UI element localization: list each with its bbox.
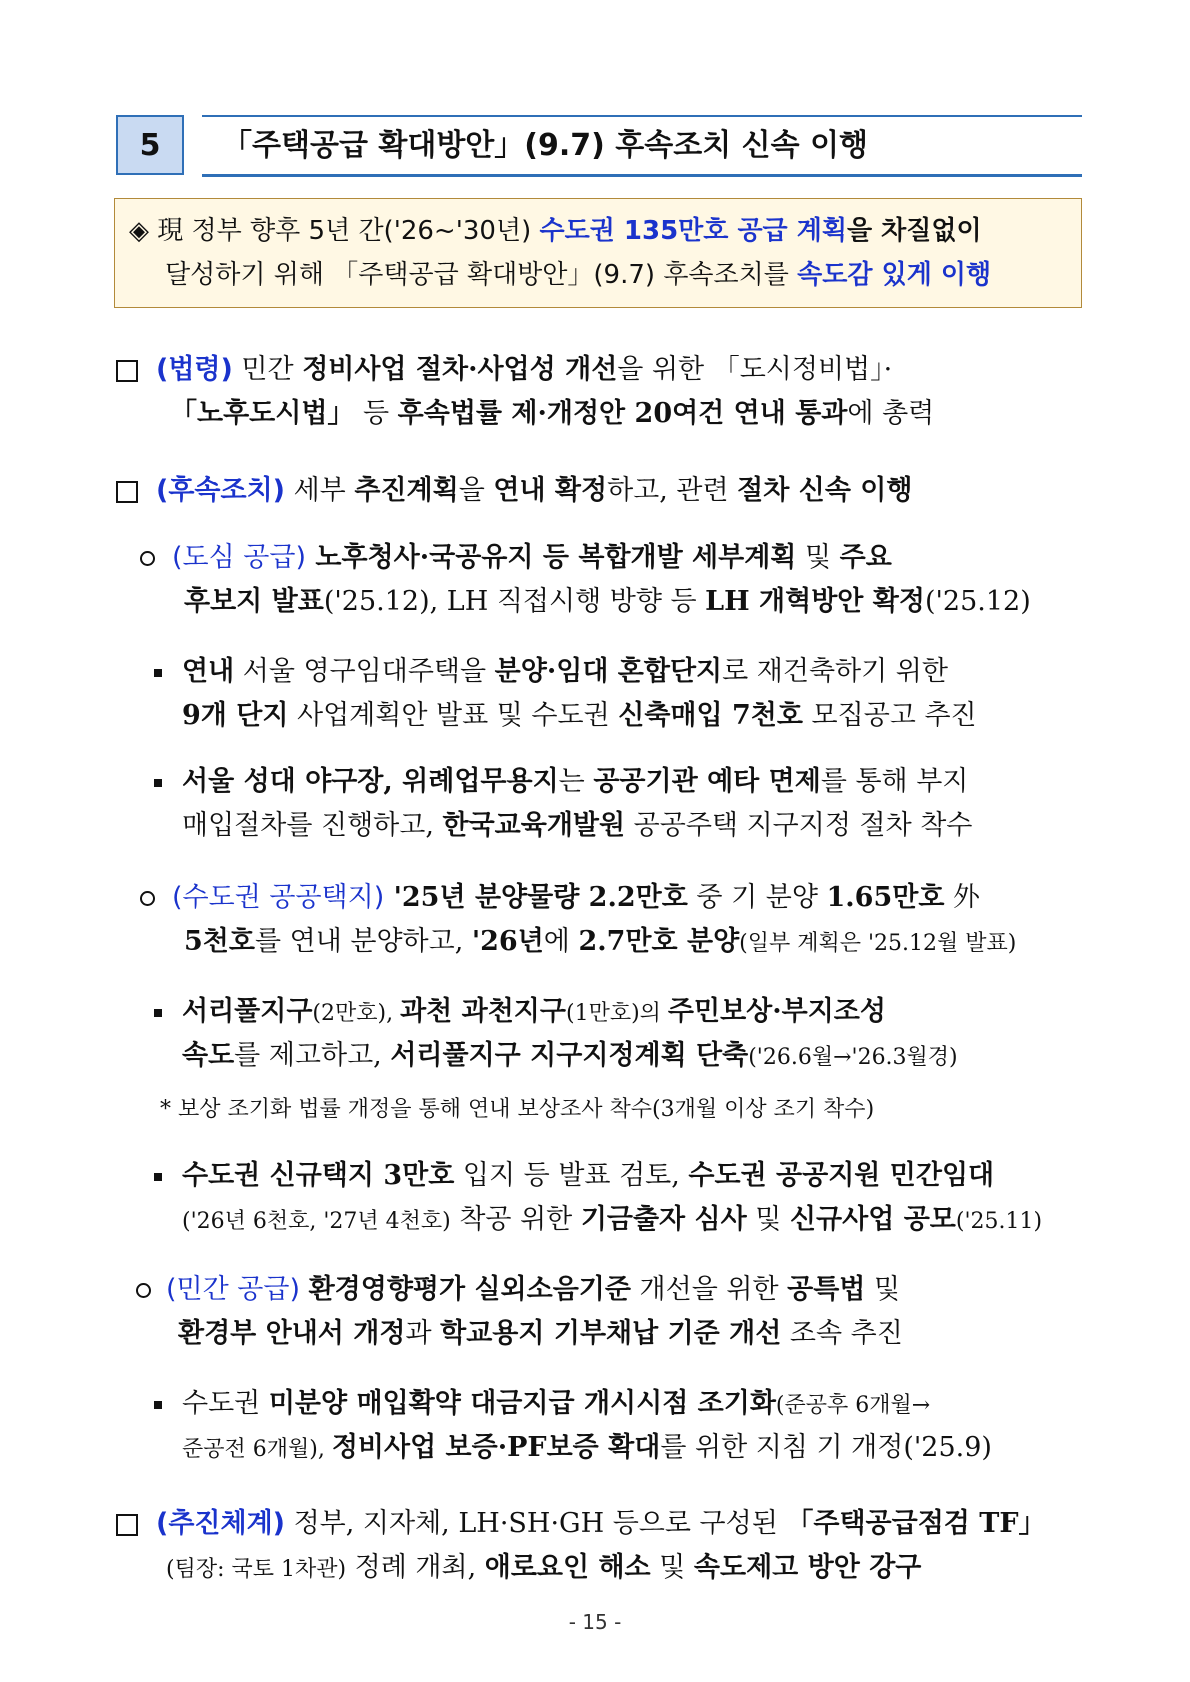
capital-line-2 — [184, 922, 1016, 964]
text-bold: LH 개혁방안 확정 — [705, 586, 925, 617]
text-small: (2만호), — [312, 1001, 401, 1026]
category-tag: (민간 공급) — [166, 1274, 300, 1305]
text: 를 통해 부지 — [820, 766, 969, 797]
capital-bullet-1-line-2 — [182, 1036, 958, 1078]
text: 을 — [458, 475, 494, 506]
text: 민간 — [232, 354, 303, 385]
text: 로 재건축하기 위한 — [722, 656, 948, 687]
summary-line-1 — [129, 211, 982, 251]
text-small: (팀장: 국토 1차관) — [166, 1557, 347, 1582]
text-small: ('26.6월→'26.3월경) — [748, 1045, 958, 1070]
text-bold: 공특법 — [787, 1274, 866, 1305]
text: 조속 추진 — [781, 1318, 903, 1349]
text-bold: 속도제고 방안 강구 — [693, 1552, 922, 1583]
checkbox-square-icon — [116, 360, 138, 382]
square-bullet-icon — [154, 1009, 162, 1017]
text-bold: 서리풀지구 — [182, 996, 313, 1027]
text: 입지 등 발표 검토, — [454, 1160, 689, 1191]
text: 세부 — [285, 475, 355, 506]
text — [300, 1274, 309, 1305]
text: 에 — [543, 926, 579, 957]
text-bold: 정비사업 절차·사업성 개선 — [302, 354, 618, 385]
text-bold: 수도권 신규택지 3만호 — [182, 1160, 455, 1191]
text-small: (일부 계획은 '25.12월 발표) — [739, 931, 1017, 956]
text-small: ('26년 6천호, '27년 4천호) — [182, 1209, 451, 1234]
square-bullet-icon — [154, 1401, 162, 1409]
checkbox-square-icon — [116, 481, 138, 503]
text-bold: 한국교육개발원 — [442, 810, 626, 841]
private-bullet-1-line-1 — [182, 1384, 930, 1426]
square-bullet-icon — [154, 779, 162, 787]
urban-bullet-1-line-1 — [182, 652, 948, 692]
category-tag: (법령) — [156, 354, 233, 385]
text-bold: 후보지 발표 — [184, 586, 324, 617]
text-bold: 학교용지 기부채납 기준 개선 — [440, 1318, 782, 1349]
category-tag: (도심 공급) — [172, 542, 306, 573]
text: ('25.12) — [924, 586, 1031, 617]
text: 수도권 — [182, 1388, 269, 1419]
text: 에 총력 — [847, 398, 935, 429]
private-line-1 — [166, 1270, 900, 1310]
diamond-bullet-icon: ◈ — [129, 216, 149, 246]
text: 外 — [944, 882, 981, 913]
section-number-badge — [116, 115, 184, 175]
text: 중 기 분양 — [687, 882, 827, 913]
text-bold: 과천 과천지구 — [400, 996, 566, 1027]
text-bold: 연내 — [182, 656, 235, 687]
summary-text: 을 차질없이 — [846, 216, 982, 246]
text-bold: '26년 — [471, 926, 544, 957]
text: 를 제고하고, — [234, 1040, 391, 1071]
system-line-1 — [156, 1504, 1046, 1544]
capital-bullet-2-line-1 — [182, 1156, 994, 1196]
text-bold: 주요 — [839, 542, 892, 573]
text: 모집공고 추진 — [802, 700, 977, 731]
circle-bullet-icon — [136, 1283, 151, 1298]
text-bold: 분양·임대 혼합단지 — [494, 656, 723, 687]
text: 사업계획안 발표 및 수도권 — [288, 700, 619, 731]
urban-bullet-1-line-2 — [182, 696, 977, 736]
text-bold: 속도 — [182, 1040, 235, 1071]
text-bold: 기금출자 심사 — [580, 1204, 747, 1235]
text-bold: 공공기관 예타 면제 — [593, 766, 821, 797]
summary-text: 달성하기 위해 「주택공급 확대방안」(9.7) 후속조치를 — [165, 260, 798, 290]
text: 정부, 지자체, LH·SH·GH 등으로 구성된 — [285, 1508, 787, 1539]
text-bold: 미분양 매입확약 대금지급 개시시점 조기화 — [268, 1388, 776, 1419]
text-bold: 추진계획 — [354, 475, 459, 506]
text-bold: 노후청사·국공유지 등 — [305, 542, 579, 573]
summary-highlight: 수도권 135만호 공급 계획 — [539, 216, 847, 246]
text: 및 — [650, 1552, 694, 1583]
capital-bullet-2-line-2 — [182, 1200, 1042, 1242]
text-small: (1만호)의 — [565, 1001, 668, 1026]
text-bold: 「노후도시법」 — [170, 398, 355, 429]
text-bold: 연내 확정 — [493, 475, 608, 506]
text-bold: 복합개발 세부계획 — [578, 542, 797, 573]
text-bold: 수도권 공공지원 민간임대 — [688, 1160, 995, 1191]
text-bold: 서울 성대 야구장, 위례업무용지 — [182, 766, 559, 797]
text-small: ('25.11) — [955, 1209, 1043, 1234]
category-tag: (수도권 공공택지) — [172, 882, 385, 913]
text: 과 — [405, 1318, 441, 1349]
system-line-2 — [166, 1548, 921, 1590]
follow-line — [156, 471, 912, 511]
footnote: * 보상 조기화 법률 개정을 통해 연내 보상조사 착수(3개월 이상 조기 착수) — [160, 1097, 875, 1122]
text: 를 위한 지침 기 개정('25.9) — [660, 1432, 992, 1463]
urban-line-1 — [172, 538, 892, 578]
text-bold: 신축매입 7천호 — [618, 700, 803, 731]
text: 착공 위한 — [450, 1204, 581, 1235]
text-small: 준공전 6개월), — [182, 1437, 332, 1462]
summary-text: 現 정부 향후 5년 간('26~'30년) — [157, 216, 540, 246]
text: ('25.12), LH 직접시행 방향 등 — [323, 586, 706, 617]
text: 하고, 관련 — [607, 475, 738, 506]
urban-bullet-2-line-1 — [182, 762, 968, 802]
text-bold: '25년 분양물량 2.2만호 — [384, 882, 688, 913]
text: 을 위한 「도시정비법」· — [617, 354, 893, 385]
text-bold: 정비사업 보증·PF보증 확대 — [331, 1432, 661, 1463]
summary-line-2 — [165, 255, 991, 295]
circle-bullet-icon — [140, 891, 155, 906]
summary-highlight: 속도감 있게 이행 — [797, 260, 992, 290]
text: 공공주택 지구지정 절차 착수 — [625, 810, 973, 841]
square-bullet-icon — [154, 669, 162, 677]
text: 서울 영구임대주택을 — [234, 656, 495, 687]
text-bold: 절차 신속 이행 — [737, 475, 913, 506]
text-bold: 후속법률 제·개정안 20여건 연내 통과 — [397, 398, 848, 429]
private-bullet-1-line-2 — [182, 1428, 992, 1470]
summary-box — [114, 198, 1082, 308]
section-number: 5 — [139, 127, 161, 163]
section-title: 「주택공급 확대방안」(9.7) 후속조치 신속 이행 — [222, 128, 869, 163]
text: 는 — [558, 766, 594, 797]
text: 정례 개최, — [346, 1552, 485, 1583]
text-small: (준공후 6개월→ — [775, 1393, 931, 1418]
text-bold: 5천호 — [184, 926, 255, 957]
category-tag: (후속조치) — [156, 475, 286, 506]
text-bold: 환경부 안내서 개정 — [178, 1318, 406, 1349]
capital-bullet-1-line-1 — [182, 992, 886, 1034]
text-bold: 2.7만호 분양 — [578, 926, 740, 957]
section-title-rule-top — [202, 115, 1082, 117]
section-title-rule-bottom — [202, 174, 1082, 177]
text-bold: 애로요인 해소 — [484, 1552, 651, 1583]
text: 매입절차를 진행하고, — [182, 810, 443, 841]
text: 개선을 위한 — [630, 1274, 788, 1305]
text: 등 — [354, 398, 398, 429]
text: 를 연내 분양하고, — [254, 926, 472, 957]
text-bold: 환경영향평가 실외소음기준 — [308, 1274, 631, 1305]
text: 및 — [796, 542, 840, 573]
text-bold: 서리풀지구 지구지정계획 단축 — [390, 1040, 749, 1071]
category-tag: (추진체계) — [156, 1508, 286, 1539]
text-bold: 주민보상·부지조성 — [667, 996, 886, 1027]
square-bullet-icon — [154, 1173, 162, 1181]
law-line-2 — [170, 394, 934, 434]
private-line-2 — [178, 1314, 903, 1354]
circle-bullet-icon — [140, 551, 155, 566]
text-bold: 9개 단지 — [182, 700, 289, 731]
checkbox-square-icon — [116, 1514, 138, 1536]
capital-line-1 — [172, 878, 980, 918]
law-line-1 — [156, 350, 892, 390]
text-bold: 1.65만호 — [826, 882, 945, 913]
text-bold: 신규사업 공모 — [789, 1204, 956, 1235]
text: 및 — [746, 1204, 790, 1235]
text: 및 — [865, 1274, 901, 1305]
page-number: - 15 - — [568, 1610, 622, 1634]
text-bold: 「주택공급점검 TF」 — [786, 1508, 1046, 1539]
urban-line-2 — [184, 582, 1031, 622]
urban-bullet-2-line-2 — [182, 806, 972, 846]
